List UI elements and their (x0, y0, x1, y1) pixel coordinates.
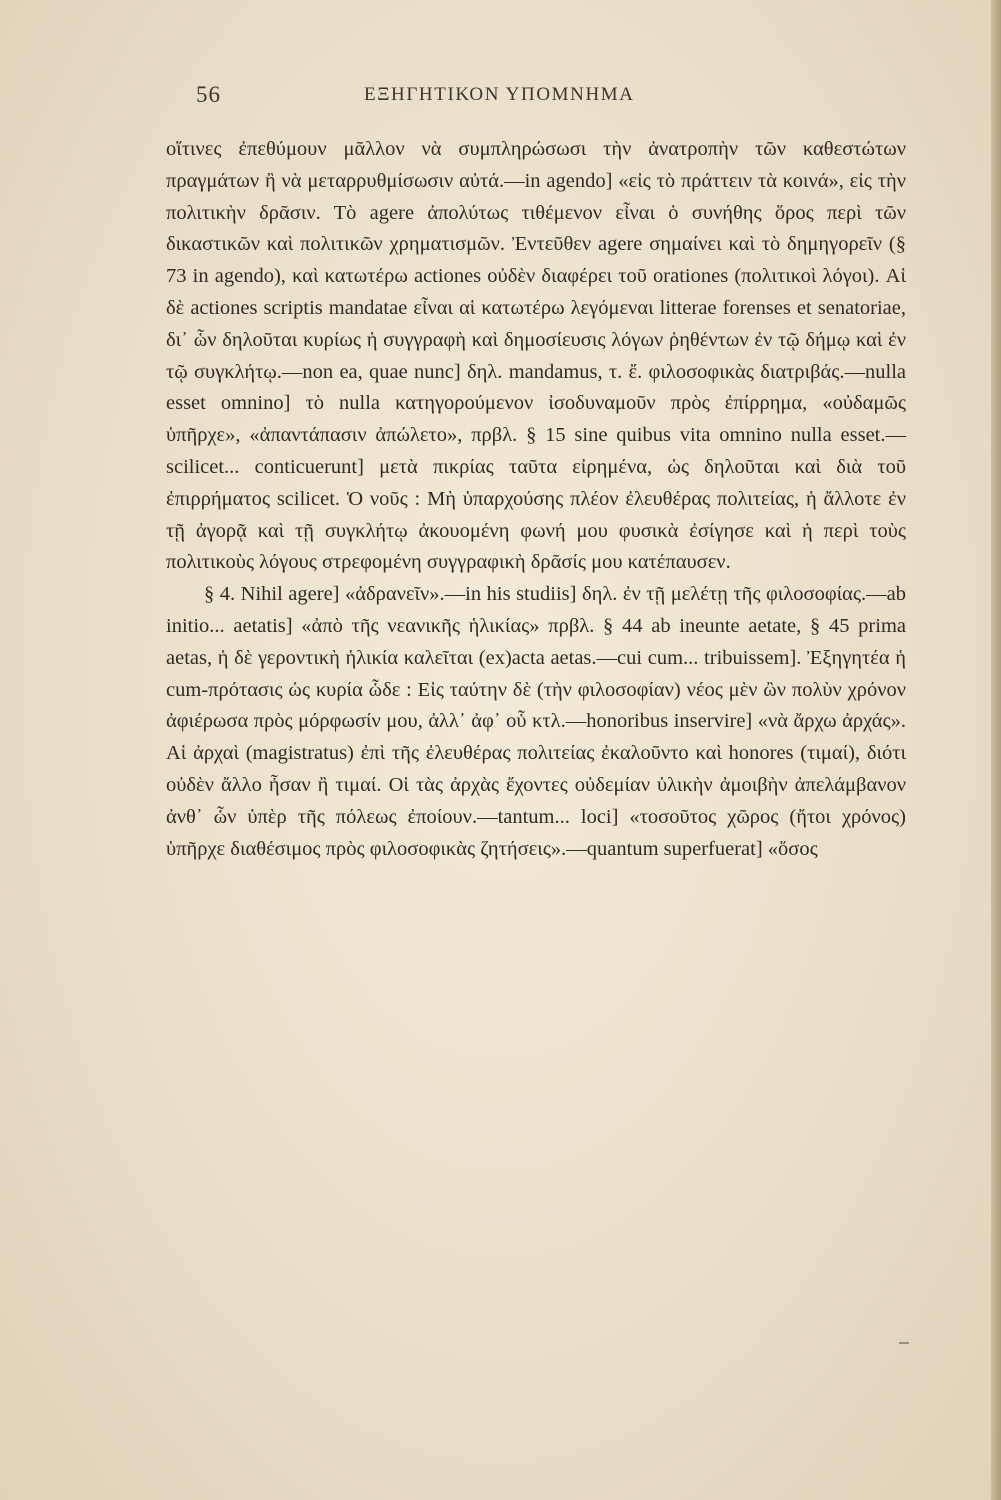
commentary-text (166, 134, 906, 865)
stray-ink-mark (899, 1342, 909, 1344)
paragraph-continuation: οἵτινες ἐπεθύμουν μᾶλλον νὰ συμπληρώσωσι τὴν ἀνατροπὴν τῶν καθεστώτων πραγμάτων ἢ νὰ μεταρρυθμίσωσιν αὐτά.—in agendo] «εἰς τὸ πράττειν τὰ κοινά», εἰς τὴν πολιτικὴν δρᾶσιν. Τὸ agere ἀπολύτως τιθέμενον εἶναι ὁ συνήθης ὅρος περὶ τῶν δικαστικῶν καὶ πολιτικῶν χρηματισμῶν. Ἐντεῦθεν agere σημαίνει καὶ τὸ δημηγορεῖν (§ 73 in agendo), καὶ κατωτέρω actiones οὐδὲν διαφέρει τοῦ orationes (πολιτικοὶ λόγοι). Αἱ δὲ actiones scriptis mandatae εἶναι αἱ κατωτέρω λεγόμεναι litterae forenses et senatoriae, δι᾿ ὧν δηλοῦται κυρίως ἡ συγγραφὴ καὶ δημοσίευσις λόγων ῥηθέντων ἐν τῷ δήμῳ καὶ ἐν τῷ συγκλήτῳ.—non ea, quae nunc] δηλ. mandamus, τ. ἔ. φιλοσοφικὰς διατριβάς.—nulla esset omnino] τὸ nulla κατηγορούμενον ἰσοδυναμοῦν πρὸς ἐπίρρημα, «οὐδαμῶς ὑπῆρχε», «ἀπαντάπασιν ἀπώλετο», πρβλ. § 15 sine quibus vita omnino nulla esset.—scilicet... conticuerunt] μετὰ πικρίας ταῦτα εἰρημένα, ὡς δηλοῦται καὶ διὰ τοῦ ἐπιρρήματος scilicet. Ὁ νοῦς : Μὴ ὑπαρχούσης πλέον ἐλευθέρας πολιτείας, ἡ ἄλλοτε ἐν τῇ ἀγορᾷ καὶ τῇ συγκλήτῳ ἀκουομένη φωνή μου φυσικὰ ἐσίγησε καὶ ἡ περὶ τοὺς πολιτικοὺς λόγους στρεφομένη συγγραφικὴ δρᾶσίς μου κατέπαυσεν. (166, 138, 906, 574)
page-number: 56 (196, 82, 221, 107)
page-edge-shadow (991, 0, 1001, 1500)
running-title: ΕΞΗΓΗΤΙΚΟΝ ΥΠΟΜΝΗΜΑ (364, 84, 635, 105)
paragraph-section-4: § 4. Nihil agere] «ἀδρανεῖν».—in his studiis] δηλ. ἐν τῇ μελέτῃ τῆς φιλοσοφίας.—ab initio... aetatis] «ἀπὸ τῆς νεανικῆς ἡλικίας» πρβλ. § 44 ab ineunte aetate, § 45 prima aetas, ἡ δὲ γεροντικὴ ἡλικία καλεῖται (ex)acta aetas.—cui cum... tribuissem]. Ἐξηγητέα ἡ cum-πρότασις ὡς κυρία ὧδε : Εἰς ταύτην δὲ (τὴν φιλοσοφίαν) νέος μὲν ὢν πολὺν χρόνον ἀφιέρωσα πρὸς μόρφωσίν μου, ἀλλ᾿ ἀφ᾿ οὗ κτλ.—honoribus inservire] «νὰ ἄρχω ἀρχάς». Αἱ ἀρχαὶ (magistratus) ἐπὶ τῆς ἐλευθέρας πολιτείας ἐκαλοῦντο καὶ honores (τιμαί), διότι οὐδὲν ἄλλο ἦσαν ἢ τιμαί. Οἱ τὰς ἀρχὰς ἔχοντες οὐδεμίαν ὑλικὴν ἀμοιβὴν ἀπελάμβανον ἀνθ᾿ ὧν ὑπὲρ τῆς πόλεως ἐποίουν.—tantum... loci] «τοσοῦτος χῶρος (ἤτοι χρόνος) ὑπῆρχε διαθέσιμος πρὸς φιλοσοφικὰς ζητήσεις».—quantum superfuerat] «ὅσος (166, 583, 906, 860)
page-header (0, 82, 1001, 116)
